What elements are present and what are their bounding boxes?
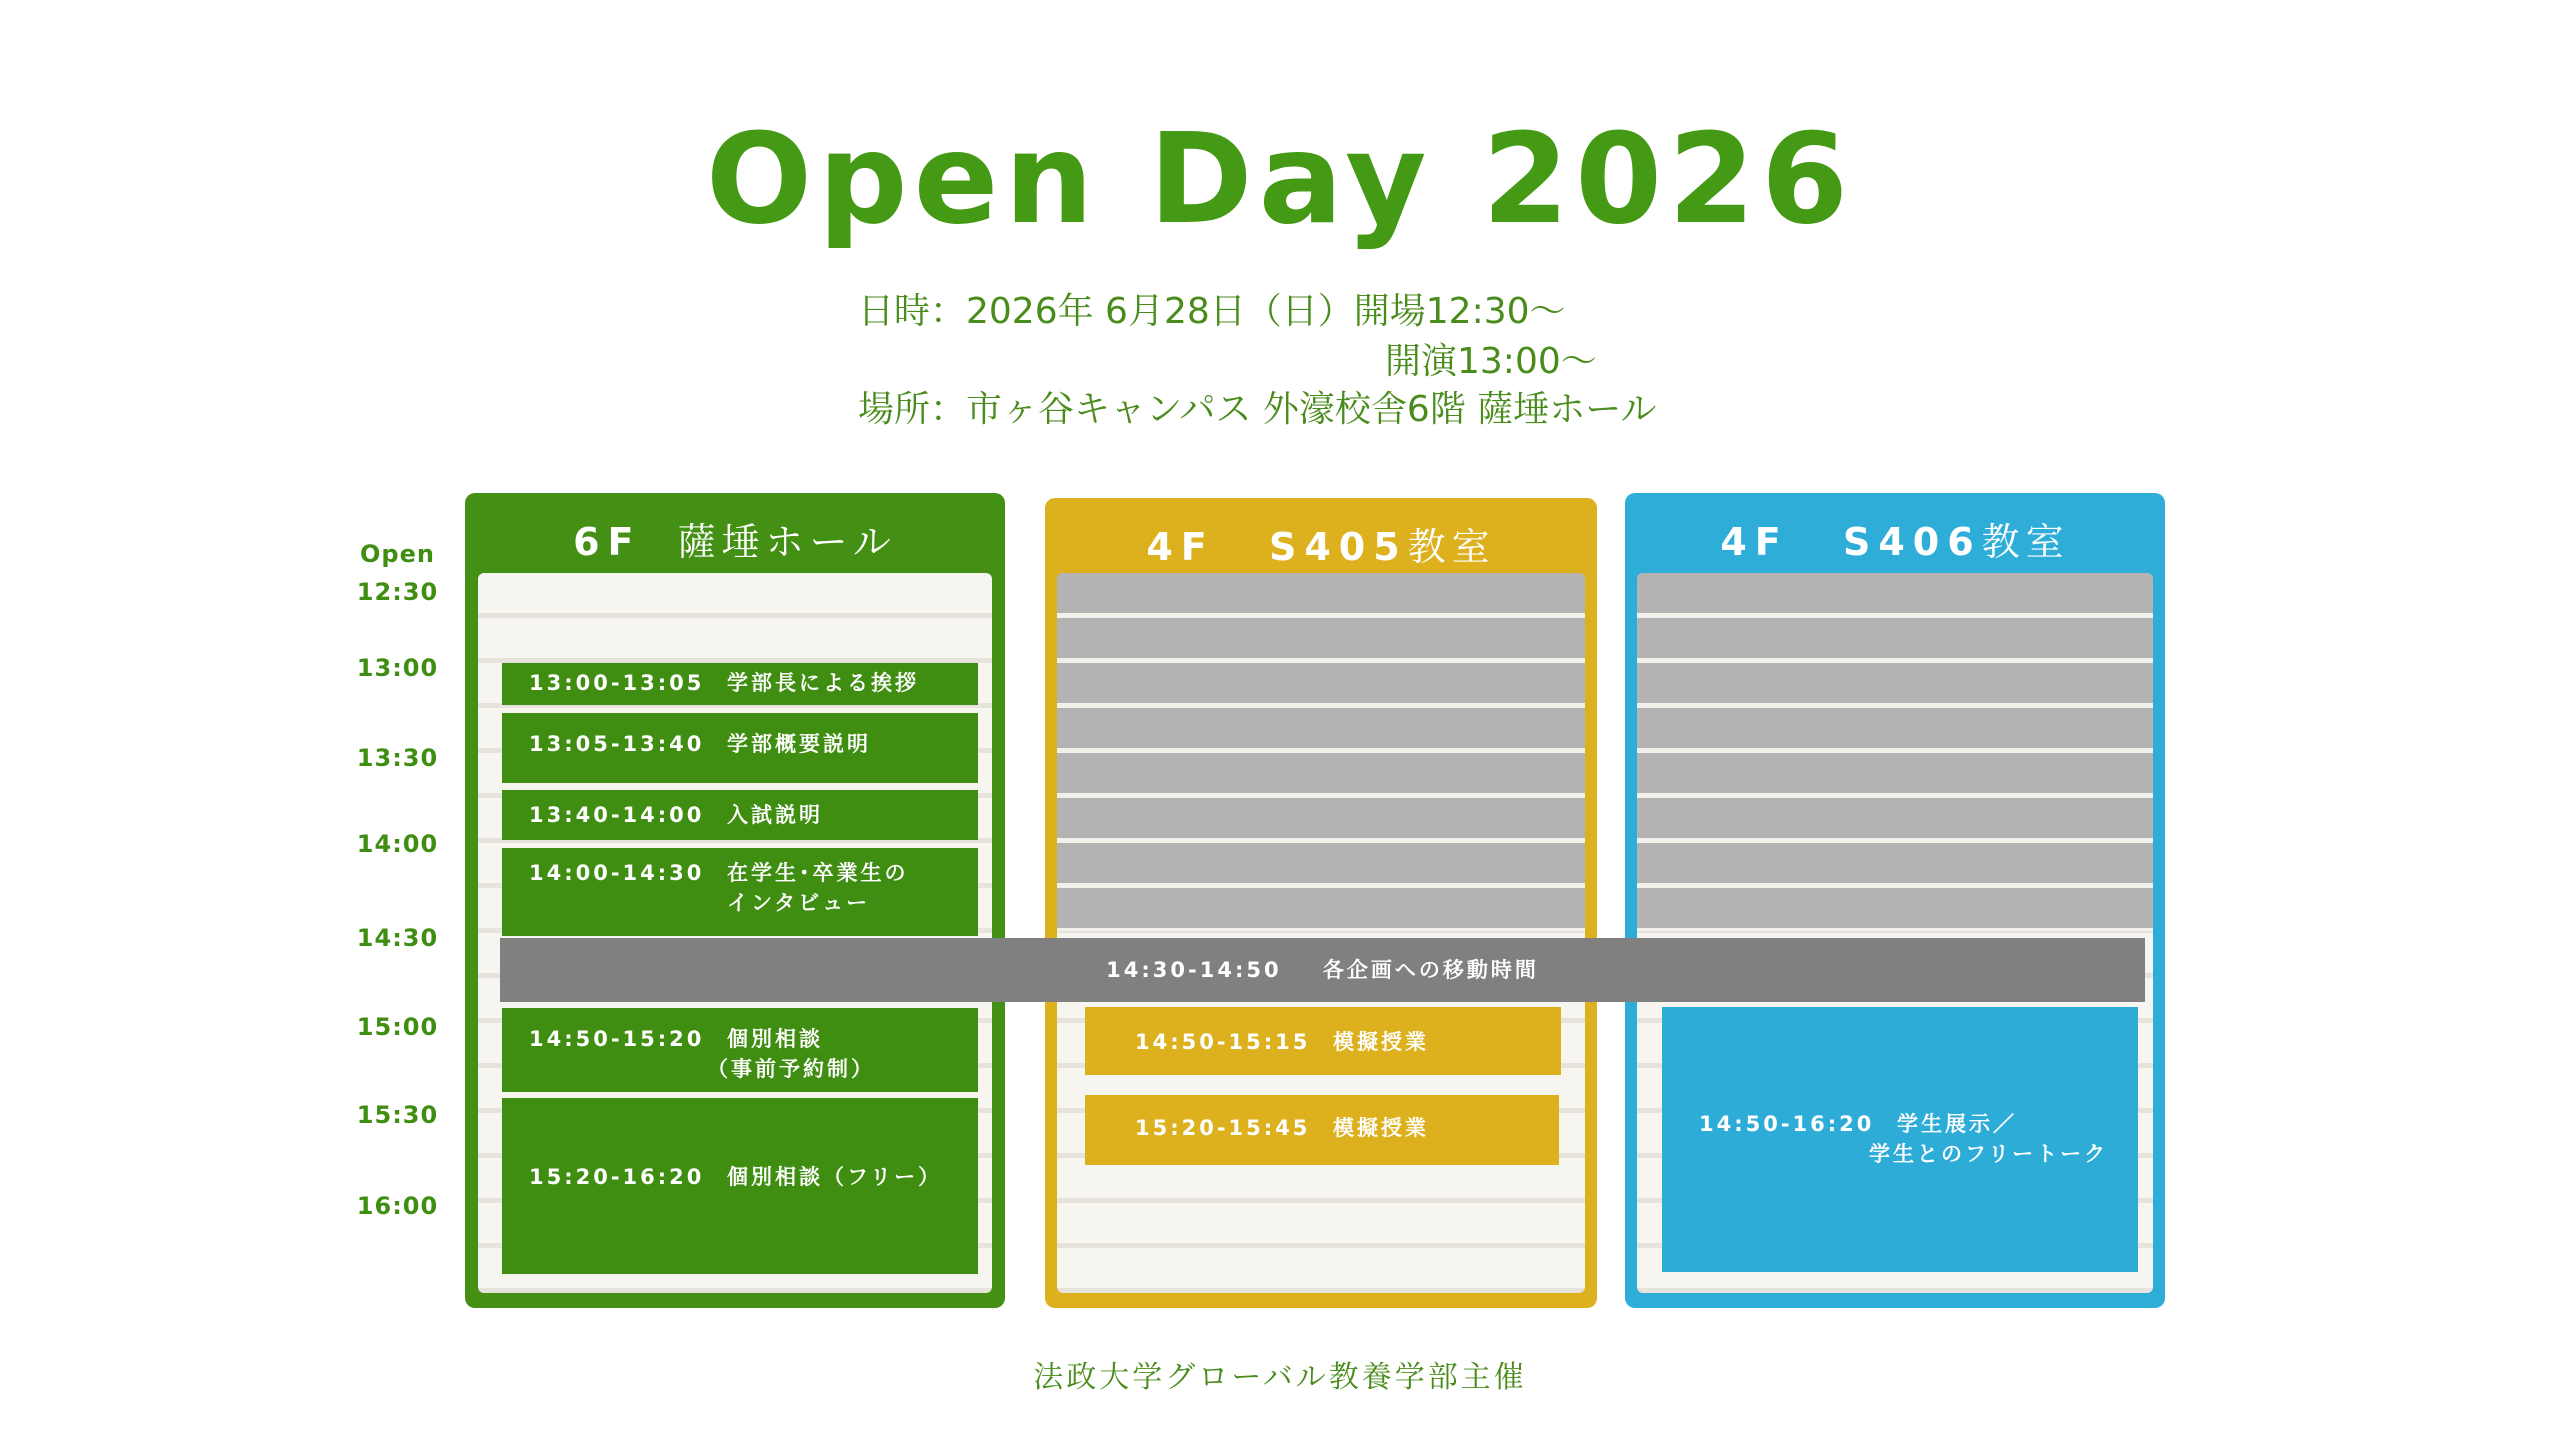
event-date: 日時：2026年 6月28日（日）開場12:30〜 [858, 291, 1566, 332]
event-title: 模擬授業 [1333, 1116, 1429, 1140]
panel-room: 薩埵ホール [677, 520, 897, 564]
event-block [502, 663, 978, 705]
event-title: 学生展示／ [1897, 1112, 2017, 1136]
time-label-1600: 16:00 [356, 1192, 439, 1220]
time-label-1530: 15:30 [356, 1101, 439, 1129]
panel-floor: 4F [1720, 520, 1789, 564]
unavailable-slots [1637, 573, 2153, 931]
event-block [502, 790, 978, 840]
event-block [502, 848, 978, 936]
break-time: 14:30-14:50 [1106, 958, 1282, 982]
event-title-line2: 学生とのフリートーク [1869, 1142, 2109, 1166]
event-block [1085, 1095, 1559, 1165]
event-block [1662, 1007, 2138, 1272]
event-time: 14:00-14:30 [529, 861, 705, 885]
event-time: 14:50-15:20 [529, 1027, 705, 1051]
event-title: 模擬授業 [1333, 1030, 1429, 1054]
time-label-1400: 14:00 [356, 830, 439, 858]
event-block [1085, 1007, 1561, 1075]
event-title: 個別相談（フリー） [727, 1165, 943, 1189]
time-label-1330: 13:30 [356, 744, 439, 772]
event-time: 13:05-13:40 [529, 732, 705, 756]
event-time: 13:00-13:05 [529, 671, 705, 695]
panel-floor: 6F [573, 520, 642, 564]
panel-timeline [1057, 573, 1585, 1293]
event-place: 場所：市ヶ谷キャンパス 外濠校舎6階 薩埵ホール [858, 389, 1657, 430]
event-title: 在学生･卒業生の [727, 861, 909, 885]
panel-room-code: S405 [1268, 525, 1408, 569]
event-title: 学部概要説明 [727, 732, 871, 756]
unavailable-slots [1057, 573, 1585, 931]
time-label-open: Open [360, 540, 435, 568]
event-block [502, 713, 978, 783]
panel-room-suffix: 教室 [1407, 525, 1496, 569]
time-label-1500: 15:00 [356, 1013, 439, 1041]
panel-room-code: S406 [1842, 520, 1982, 564]
event-title-line2: インタビュー [727, 891, 871, 915]
schedule-panel-s405 [1045, 498, 1597, 1308]
event-block [502, 1008, 978, 1092]
panel-floor: 4F [1146, 525, 1215, 569]
event-title-line2: （事前予約制） [707, 1057, 875, 1081]
event-title: 学部長による挨拶 [727, 671, 919, 695]
event-start-time: 開演13:00〜 [1385, 341, 1597, 382]
panel-header-s406 [1625, 511, 2165, 566]
panel-header-s405 [1045, 516, 1597, 571]
event-time: 15:20-16:20 [529, 1165, 705, 1189]
panel-room-suffix: 教室 [1981, 520, 2070, 564]
event-block [502, 1098, 978, 1274]
event-time: 14:50-15:15 [1135, 1030, 1311, 1054]
event-time: 13:40-14:00 [529, 803, 705, 827]
transition-break-bar [500, 938, 2145, 1002]
break-title: 各企画への移動時間 [1322, 958, 1539, 982]
event-time: 15:20-15:45 [1135, 1116, 1311, 1140]
event-time: 14:50-16:20 [1699, 1112, 1875, 1136]
time-label-1230: 12:30 [356, 578, 439, 606]
event-title: 個別相談 [727, 1027, 823, 1051]
organizer-footer: 法政大学グローバル教養学部主催 [1033, 1360, 1527, 1395]
page-title: Open Day 2026 [705, 107, 1855, 252]
event-title: 入試説明 [727, 803, 823, 827]
time-label-1430: 14:30 [356, 924, 439, 952]
panel-header-hall [465, 511, 1005, 566]
time-label-1300: 13:00 [356, 654, 439, 682]
